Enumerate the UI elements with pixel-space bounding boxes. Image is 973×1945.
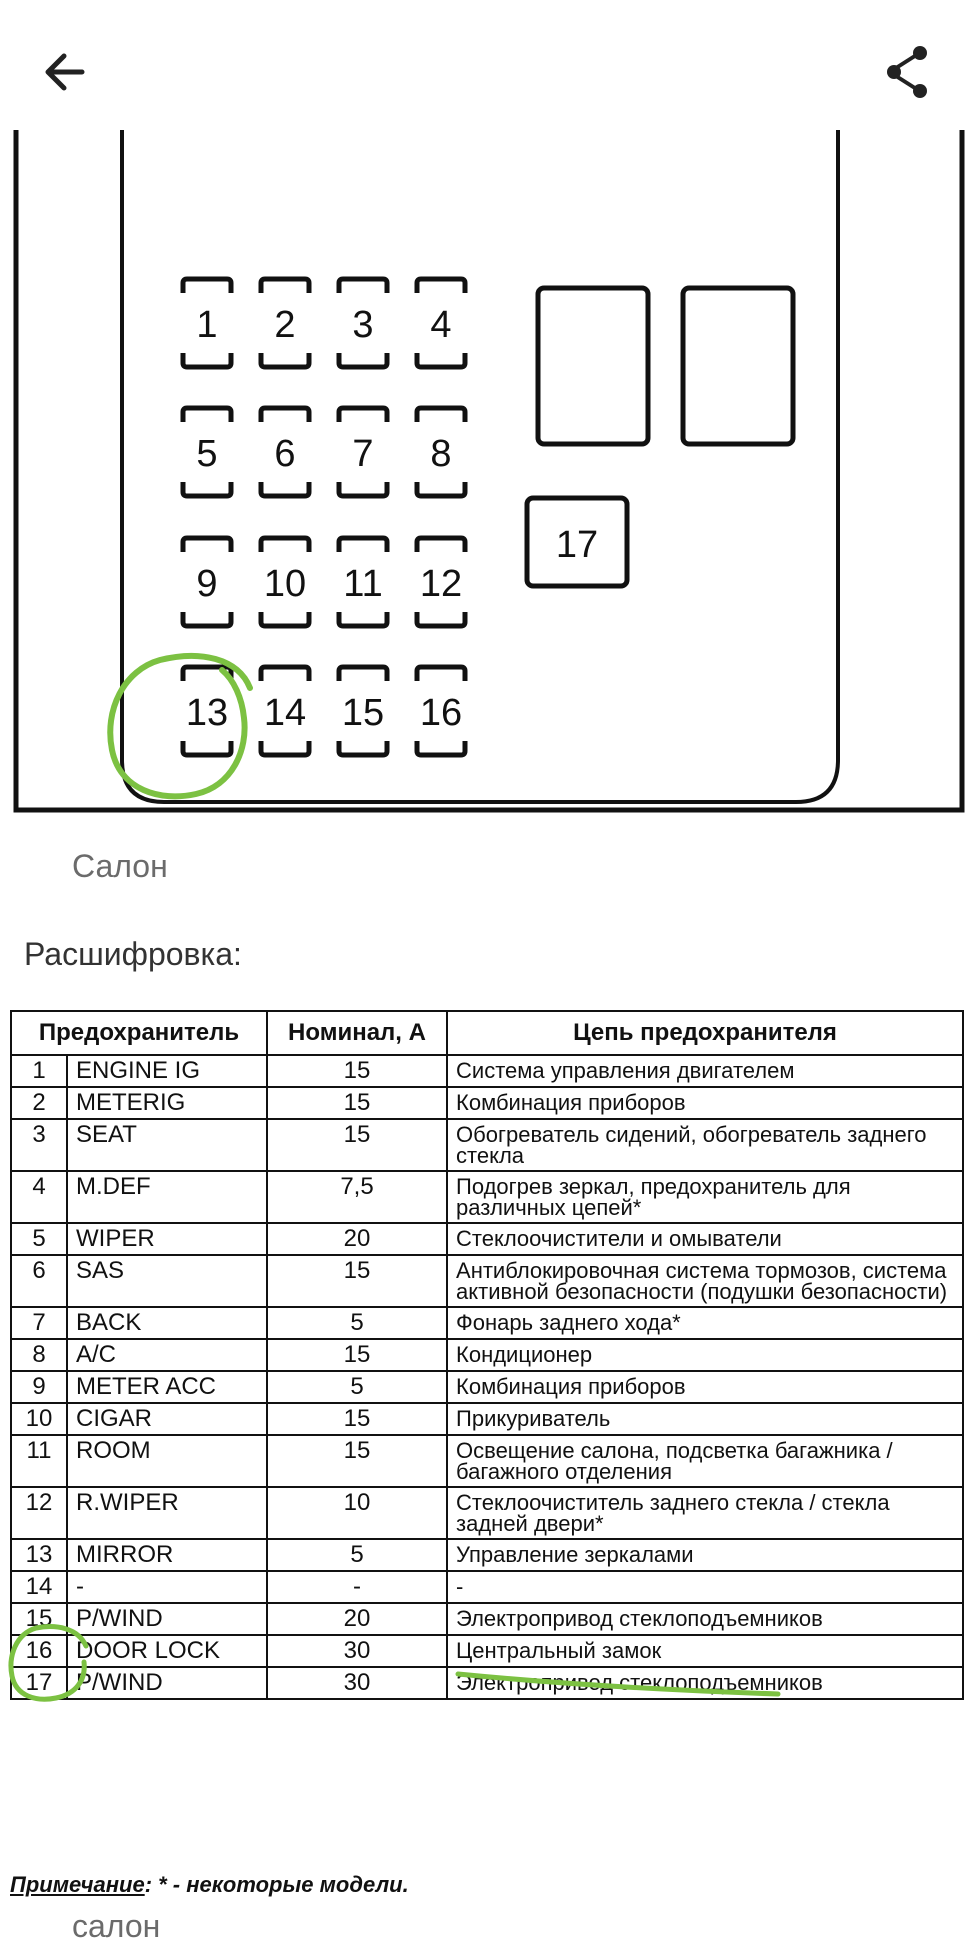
fuse-label: 2 — [274, 304, 296, 346]
fuse-number-cell: 6 — [11, 1255, 67, 1307]
fuse-circuit-cell: Фонарь заднего хода* — [447, 1307, 963, 1339]
fuse-table — [10, 1010, 964, 1700]
fuse-number-cell: 1 — [11, 1055, 67, 1087]
fuse-9 — [183, 538, 231, 626]
fuse-circuit-cell: Стеклоочистители и омыватели — [447, 1223, 963, 1255]
fuse-number-cell: 4 — [11, 1171, 67, 1223]
fuse-number-cell: 16 — [11, 1635, 67, 1667]
fuse-circuit-cell: Электропривод стеклоподъемников — [447, 1603, 963, 1635]
fuse-circuit-cell: Кондиционер — [447, 1339, 963, 1371]
fuse-15 — [339, 667, 387, 755]
header-rating: Номинал, А — [267, 1011, 447, 1055]
fuse-rating-cell: 20 — [267, 1223, 447, 1255]
fuse-label: 10 — [263, 563, 307, 605]
table-row — [11, 1435, 963, 1487]
fuse-circuit-cell: Стеклоочиститель заднего стекла / стекла задней двери* — [447, 1487, 963, 1539]
fuse-8 — [417, 408, 465, 496]
fuse-name-cell: ROOM — [67, 1435, 267, 1487]
fuse-number-cell: 3 — [11, 1119, 67, 1171]
table-header-row — [11, 1011, 963, 1055]
section-title: Расшифровка: — [24, 936, 242, 972]
fuse-rating-cell: 5 — [267, 1307, 447, 1339]
fuse-circuit-cell: Комбинация приборов — [447, 1371, 963, 1403]
fuse-rating-cell: 15 — [267, 1255, 447, 1307]
fuse-name-cell: METER ACC — [67, 1371, 267, 1403]
table-row — [11, 1635, 963, 1667]
fuse-number-cell: 2 — [11, 1087, 67, 1119]
fuse-name-cell: R.WIPER — [67, 1487, 267, 1539]
fuse-7 — [339, 408, 387, 496]
fuse-name-cell: M.DEF — [67, 1171, 267, 1223]
fuse-rating-cell: 5 — [267, 1371, 447, 1403]
fuse-box-image — [0, 130, 973, 820]
fuse-1 — [183, 279, 231, 367]
table-row — [11, 1087, 963, 1119]
table-row — [11, 1055, 963, 1087]
table-row — [11, 1371, 963, 1403]
fuse-12 — [417, 538, 465, 626]
fuse-label: 15 — [341, 692, 385, 734]
fuse-number-cell: 8 — [11, 1339, 67, 1371]
fuse-label: 13 — [185, 692, 229, 734]
fuse-circuit-cell: Прикуриватель — [447, 1403, 963, 1435]
fuse-rating-cell: 15 — [267, 1119, 447, 1171]
fuse-label: 16 — [419, 692, 463, 734]
fuse-rating-cell: - — [267, 1571, 447, 1603]
fuse-rating-cell: 15 — [267, 1403, 447, 1435]
fuse-14 — [261, 667, 309, 755]
fuse-rating-cell: 15 — [267, 1055, 447, 1087]
footnote-label: Примечание — [10, 1872, 145, 1897]
fuse-label: 9 — [196, 563, 218, 605]
fuse-circuit-cell: Комбинация приборов — [447, 1087, 963, 1119]
header-fuse: Предохранитель — [11, 1011, 267, 1055]
fuse-rating-cell: 30 — [267, 1667, 447, 1699]
fuse-circuit-cell: Электропривод стеклоподъемников — [447, 1667, 963, 1699]
fuse-name-cell: BACK — [67, 1307, 267, 1339]
fuse-rating-cell: 5 — [267, 1539, 447, 1571]
table-row — [11, 1667, 963, 1699]
fuse-rating-cell: 15 — [267, 1339, 447, 1371]
fuse-label: 1 — [196, 304, 218, 346]
fuse-name-cell: CIGAR — [67, 1403, 267, 1435]
fuse-circuit-cell: Освещение салона, подсветка багажника / багажного отделения — [447, 1435, 963, 1487]
fuse-label: 7 — [352, 433, 374, 475]
fuse-16 — [417, 667, 465, 755]
table-row — [11, 1119, 963, 1171]
fuse-3 — [339, 279, 387, 367]
fuse-label: 8 — [430, 433, 452, 475]
fuse-number-cell: 10 — [11, 1403, 67, 1435]
fuse-circuit-cell: Антиблокировочная система тормозов, система активной безопасности (подушки безопасности) — [447, 1255, 963, 1307]
fuse-circuit-cell: - — [447, 1571, 963, 1603]
fuse-name-cell: MIRROR — [67, 1539, 267, 1571]
header-circuit: Цепь предохранителя — [447, 1011, 963, 1055]
fuse-4 — [417, 279, 465, 367]
fuse-label: 5 — [196, 433, 218, 475]
fuse-label: 14 — [263, 692, 307, 734]
fuse-number-cell: 13 — [11, 1539, 67, 1571]
table-row — [11, 1307, 963, 1339]
fuse-label: 4 — [430, 304, 452, 346]
footnote — [10, 1872, 409, 1898]
fuse-number-cell: 7 — [11, 1307, 67, 1339]
fuse-name-cell: SAS — [67, 1255, 267, 1307]
table-row — [11, 1339, 963, 1371]
fuse-circuit-cell: Центральный замок — [447, 1635, 963, 1667]
arrow-left-icon — [38, 42, 98, 102]
fuse-circuit-cell: Управление зеркалами — [447, 1539, 963, 1571]
fuse-circuit-cell: Система управления двигателем — [447, 1055, 963, 1087]
fuse-2 — [261, 279, 309, 367]
fuse-name-cell: ENGINE IG — [67, 1055, 267, 1087]
fuse-label: 11 — [343, 563, 383, 605]
fuse-circuit-cell: Обогреватель сидений, обогреватель заднего стекла — [447, 1119, 963, 1171]
table-row — [11, 1603, 963, 1635]
table-row — [11, 1223, 963, 1255]
fuse-name-cell: P/WIND — [67, 1603, 267, 1635]
image-caption: Салон — [72, 848, 168, 884]
fuse-number-cell: 14 — [11, 1571, 67, 1603]
fuse-13-highlight — [110, 656, 250, 796]
fuse-label: 6 — [274, 433, 296, 475]
bottom-caption: салон — [72, 1908, 161, 1944]
fuse-name-cell: WIPER — [67, 1223, 267, 1255]
fuse-rating-cell: 7,5 — [267, 1171, 447, 1223]
fuse-5 — [183, 408, 231, 496]
fuse-name-cell: A/C — [67, 1339, 267, 1371]
fuse-13 — [183, 667, 231, 755]
fuse-rating-cell: 20 — [267, 1603, 447, 1635]
table-row — [11, 1255, 963, 1307]
share-button[interactable] — [878, 42, 938, 102]
back-button[interactable] — [38, 42, 98, 102]
fuse-label: 3 — [352, 304, 374, 346]
fuse-11 — [339, 538, 387, 626]
fuse-name-cell: SEAT — [67, 1119, 267, 1171]
fuse-rating-cell: 15 — [267, 1435, 447, 1487]
fuse-grid — [183, 279, 465, 755]
relay-a — [538, 288, 648, 444]
fuse-name-cell: P/WIND — [67, 1667, 267, 1699]
relay-17-label: 17 — [555, 524, 599, 566]
fuse-circuit-cell: Подогрев зеркал, предохранитель для различных цепей* — [447, 1171, 963, 1223]
fuse-number-cell: 11 — [11, 1435, 67, 1487]
fuse-rating-cell: 15 — [267, 1087, 447, 1119]
table-row — [11, 1571, 963, 1603]
table-row — [11, 1171, 963, 1223]
fuse-10 — [261, 538, 309, 626]
fuse-box-diagram — [0, 130, 973, 820]
fuse-rating-cell: 10 — [267, 1487, 447, 1539]
fuse-6 — [261, 408, 309, 496]
fuse-number-cell: 15 — [11, 1603, 67, 1635]
fuse-name-cell: METERIG — [67, 1087, 267, 1119]
table-row — [11, 1539, 963, 1571]
fuse-label: 12 — [419, 563, 463, 605]
table-row — [11, 1487, 963, 1539]
relay-b — [683, 288, 793, 444]
fuse-number-cell: 9 — [11, 1371, 67, 1403]
top-app-bar — [0, 0, 973, 130]
fuse-number-cell: 12 — [11, 1487, 67, 1539]
footnote-text: : * - некоторые модели. — [144, 1872, 409, 1897]
fuse-rating-cell: 30 — [267, 1635, 447, 1667]
table-row — [11, 1403, 963, 1435]
fuse-number-cell: 5 — [11, 1223, 67, 1255]
fuse-name-cell: - — [67, 1571, 267, 1603]
share-icon — [878, 42, 938, 102]
fuse-number-cell: 17 — [11, 1667, 67, 1699]
fuse-name-cell: DOOR LOCK — [67, 1635, 267, 1667]
